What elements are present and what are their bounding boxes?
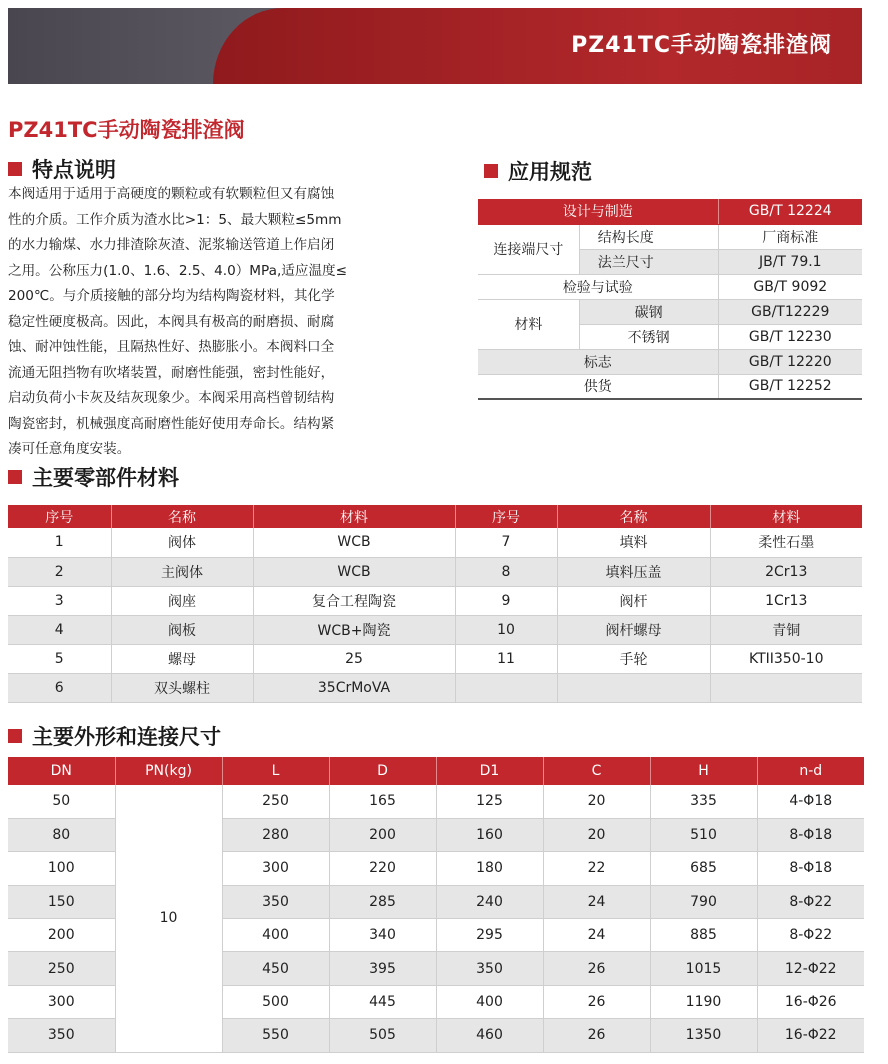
square-bullet-icon	[484, 164, 498, 178]
standards-table	[478, 199, 862, 400]
table-cell: 螺母	[111, 644, 253, 673]
table-cell: WCB	[253, 528, 455, 557]
table-cell: 240	[436, 885, 543, 918]
standards-row-struct-length	[478, 224, 862, 249]
table-cell: 阀杆	[557, 586, 710, 615]
table-cell: 4	[8, 615, 111, 644]
col-header: 名称	[111, 505, 253, 528]
table-row	[8, 557, 862, 586]
table-cell: 7	[455, 528, 557, 557]
description-line: 蚀、耐冲蚀性能，且隔热性好、热膨胀小。本阀料口全	[8, 339, 335, 355]
standards-row-design	[478, 199, 862, 224]
mark-value: GB/T 12220	[718, 349, 862, 374]
square-bullet-icon	[8, 162, 22, 176]
col-header: n-d	[757, 757, 864, 785]
dims-header-row	[8, 757, 864, 785]
table-row	[8, 785, 864, 818]
table-cell: 6	[8, 673, 111, 702]
col-header: L	[222, 757, 329, 785]
table-cell: 285	[329, 885, 436, 918]
table-cell: 26	[543, 1019, 650, 1052]
table-cell: 350	[8, 1019, 115, 1052]
standards-row-inspect	[478, 274, 862, 299]
table-cell: 35CrMoVA	[253, 673, 455, 702]
table-row	[8, 615, 862, 644]
table-row	[8, 528, 862, 557]
table-cell: 阀体	[111, 528, 253, 557]
table-cell: 400	[222, 919, 329, 952]
description-line: 陶瓷密封，机械强度高耐磨性能好使用寿命长。结构紧	[8, 415, 335, 432]
table-cell: 125	[436, 785, 543, 818]
square-bullet-icon	[8, 470, 22, 484]
table-cell: 1190	[650, 985, 757, 1018]
table-cell: 350	[222, 885, 329, 918]
mark-label: 标志	[478, 349, 718, 374]
table-cell: 150	[8, 885, 115, 918]
dimensions-heading-text: 主要外形和连接尺寸	[32, 725, 221, 749]
table-cell: 340	[329, 919, 436, 952]
table-cell: 510	[650, 818, 757, 851]
standards-heading-text: 应用规范	[508, 160, 592, 184]
table-cell: 11	[455, 644, 557, 673]
table-cell: 26	[543, 985, 650, 1018]
standards-row-carbon	[478, 299, 862, 324]
description-line: 启动负荷小卡灰及结灰现象少。本阀采用高档曾韧结构	[8, 390, 335, 406]
table-cell: 335	[650, 785, 757, 818]
description-line: 凑可任意角度安装。	[8, 441, 131, 457]
struct-len-value: 厂商标准	[718, 224, 862, 249]
table-cell	[455, 673, 557, 702]
carbon-value: GB/T12229	[718, 299, 862, 324]
table-cell: 5	[8, 644, 111, 673]
parts-heading	[8, 462, 179, 492]
features-heading	[8, 154, 116, 184]
description-line: 本阀适用于适用于高硬度的颗粒或有软颗粒但又有腐蚀	[8, 186, 335, 202]
table-row	[8, 673, 862, 702]
description-line: 200℃。与介质接触的部分均为结构陶瓷材料，其化学	[8, 288, 335, 304]
header-banner	[8, 8, 862, 84]
table-row	[8, 586, 862, 615]
description-line: 性的介质。工作介质为渣水比>1：5、最大颗粒≤5mm	[8, 211, 342, 228]
table-cell: 395	[329, 952, 436, 985]
table-cell: 22	[543, 852, 650, 885]
table-cell: 200	[8, 919, 115, 952]
table-cell: 1Cr13	[710, 586, 862, 615]
table-cell: 505	[329, 1019, 436, 1052]
table-cell: KTII350-10	[710, 644, 862, 673]
design-value: GB/T 12224	[718, 199, 862, 224]
features-description	[8, 182, 396, 463]
design-label: 设计与制造	[478, 199, 718, 224]
table-cell: 500	[222, 985, 329, 1018]
table-cell: 400	[436, 985, 543, 1018]
supply-label: 供货	[478, 374, 718, 399]
table-cell: 1350	[650, 1019, 757, 1052]
col-header: 序号	[455, 505, 557, 528]
square-bullet-icon	[8, 729, 22, 743]
table-cell: 阀板	[111, 615, 253, 644]
table-cell: 16-Φ26	[757, 985, 864, 1018]
table-cell: 20	[543, 818, 650, 851]
struct-len-label: 结构长度	[579, 224, 718, 249]
table-cell: WCB+陶瓷	[253, 615, 455, 644]
table-cell	[557, 673, 710, 702]
col-header: 名称	[557, 505, 710, 528]
parts-heading-text: 主要零部件材料	[32, 466, 179, 490]
table-cell: 8-Φ18	[757, 852, 864, 885]
table-cell: 填料压盖	[557, 557, 710, 586]
table-cell: 885	[650, 919, 757, 952]
table-cell: 阀座	[111, 586, 253, 615]
col-header: D1	[436, 757, 543, 785]
col-header: D	[329, 757, 436, 785]
stainless-label: 不锈钢	[579, 324, 718, 349]
standards-row-supply	[478, 374, 862, 399]
table-cell: 50	[8, 785, 115, 818]
table-row	[8, 644, 862, 673]
standards-row-mark	[478, 349, 862, 374]
table-cell: 180	[436, 852, 543, 885]
table-cell: 24	[543, 919, 650, 952]
conn-label: 连接端尺寸	[478, 224, 579, 274]
table-cell: 1015	[650, 952, 757, 985]
table-cell: 4-Φ18	[757, 785, 864, 818]
table-cell: 250	[222, 785, 329, 818]
col-header: H	[650, 757, 757, 785]
table-cell: 8	[455, 557, 557, 586]
table-cell: 1	[8, 528, 111, 557]
col-header: PN(kg)	[115, 757, 222, 785]
pn-cell: 10	[115, 785, 222, 1052]
parts-header-row	[8, 505, 862, 528]
table-cell: 250	[8, 952, 115, 985]
features-heading-text: 特点说明	[32, 158, 116, 182]
table-cell: 350	[436, 952, 543, 985]
description-line: 稳定性硬度极高。因此，本阀具有极高的耐磨损、耐腐	[8, 313, 335, 330]
table-cell: 280	[222, 818, 329, 851]
table-cell: 160	[436, 818, 543, 851]
table-cell: 主阀体	[111, 557, 253, 586]
table-cell: 2Cr13	[710, 557, 862, 586]
table-cell: 300	[8, 985, 115, 1018]
table-cell: 柔性石墨	[710, 528, 862, 557]
table-cell: 220	[329, 852, 436, 885]
flange-value: JB/T 79.1	[718, 249, 862, 274]
table-cell: 300	[222, 852, 329, 885]
table-cell: 25	[253, 644, 455, 673]
table-cell: 2	[8, 557, 111, 586]
table-cell: WCB	[253, 557, 455, 586]
col-header: 材料	[253, 505, 455, 528]
table-cell: 填料	[557, 528, 710, 557]
table-cell: 100	[8, 852, 115, 885]
table-cell: 20	[543, 785, 650, 818]
description-line: 流通无阻挡物有吹堵装置，耐磨性能强，密封性能好，	[8, 364, 335, 381]
description-line: 之用。公称压力(1.0、1.6、2.5、4.0）MPa,适应温度≤	[8, 262, 348, 279]
standards-heading	[484, 156, 592, 186]
table-cell: 3	[8, 586, 111, 615]
table-cell: 165	[329, 785, 436, 818]
supply-value: GB/T 12252	[718, 374, 862, 399]
carbon-label: 碳钢	[579, 299, 718, 324]
col-header: DN	[8, 757, 115, 785]
table-cell: 445	[329, 985, 436, 1018]
product-title: PZ41TC手动陶瓷排渣阀	[8, 118, 245, 142]
table-cell: 8-Φ22	[757, 919, 864, 952]
description-line: 的水力输煤、水力排渣除灰渣、泥浆输送管道上作启闭	[8, 237, 335, 253]
table-cell: 450	[222, 952, 329, 985]
table-cell: 8-Φ18	[757, 818, 864, 851]
table-cell: 685	[650, 852, 757, 885]
material-label: 材料	[478, 299, 579, 349]
inspect-value: GB/T 9092	[718, 274, 862, 299]
parts-table	[8, 505, 862, 703]
stainless-value: GB/T 12230	[718, 324, 862, 349]
banner-title: PZ41TC手动陶瓷排渣阀	[571, 33, 832, 58]
table-cell	[710, 673, 862, 702]
table-cell: 295	[436, 919, 543, 952]
flange-label: 法兰尺寸	[579, 249, 718, 274]
col-header: C	[543, 757, 650, 785]
col-header: 材料	[710, 505, 862, 528]
table-cell: 阀杆螺母	[557, 615, 710, 644]
dimensions-table	[8, 757, 864, 1053]
table-cell: 复合工程陶瓷	[253, 586, 455, 615]
table-cell: 200	[329, 818, 436, 851]
table-cell: 24	[543, 885, 650, 918]
table-cell: 双头螺柱	[111, 673, 253, 702]
table-cell: 9	[455, 586, 557, 615]
table-cell: 460	[436, 1019, 543, 1052]
table-cell: 手轮	[557, 644, 710, 673]
table-cell: 10	[455, 615, 557, 644]
dimensions-heading	[8, 721, 221, 751]
table-cell: 26	[543, 952, 650, 985]
table-cell: 16-Φ22	[757, 1019, 864, 1052]
col-header: 序号	[8, 505, 111, 528]
table-cell: 8-Φ22	[757, 885, 864, 918]
table-cell: 550	[222, 1019, 329, 1052]
table-cell: 790	[650, 885, 757, 918]
inspect-label: 检验与试验	[478, 274, 718, 299]
table-cell: 12-Φ22	[757, 952, 864, 985]
table-cell: 80	[8, 818, 115, 851]
table-cell: 青铜	[710, 615, 862, 644]
